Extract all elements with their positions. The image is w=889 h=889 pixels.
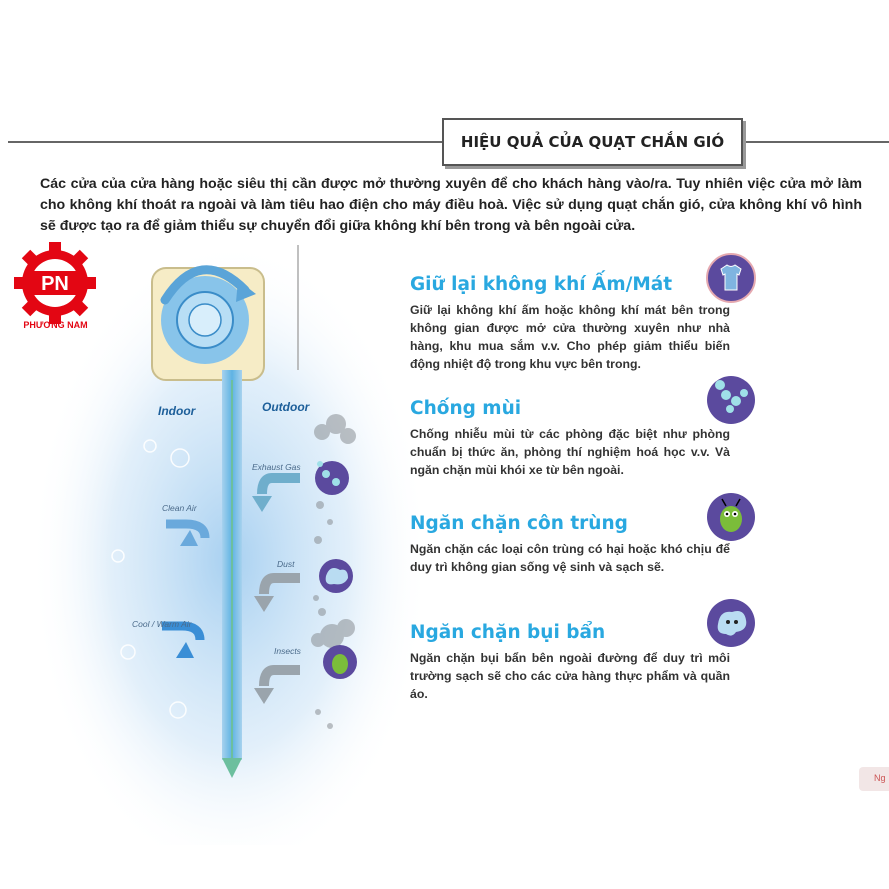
insects-label: Insects [274,646,301,656]
feature-title: Ngăn chặn côn trùng [410,513,628,534]
molecule-icon [706,375,756,425]
exhaust-gas-label: Exhaust Gas [252,462,301,472]
intro-paragraph: Các cửa của cửa hàng hoặc siêu thị cần được mở thường xuyên để cho khách hàng vào/ra. Tuy nhiên việc cửa mở làm cho không khí thoát ra ngoài và làm tiêu hao điện cho máy điều hoà. Việc sử dụng quạt chắn gió, cửa không khí vô hình sẽ được tạo ra để giảm thiểu sự chuyển đổi giữa không khí bên trong và bên ngoài cửa. [40,176,862,234]
feature-title: Ngăn chặn bụi bẩn [410,622,606,643]
feature-anti-odor [410,398,730,479]
logo-name: PHƯƠNG NAM [23,320,88,330]
feature-text: Chống nhiễu mùi từ các phòng đặc biệt như phòng chuẩn bị thức ăn, phòng thí nghiệm hoá học v.v. Và ngăn chặn mùi khói xe từ bên ngoài. [410,427,730,477]
side-tab[interactable]: Ng [859,767,889,791]
feature-anti-insect [410,513,730,576]
logo-initials: PN [41,273,69,295]
feature-text: Giữ lại không khí ấm hoặc không khí mát bên trong không gian được mở cửa thường xuyên như nhà hàng, khu mua sắm v.v. Cho phép giảm thiểu biến động nhiệt độ trong khu vực bên trong. [410,303,730,371]
bug-icon [706,492,756,542]
feature-text: Ngăn chặn các loại côn trùng có hại hoặc khó chịu để duy trì không gian sống vệ sinh và sạch sẽ. [410,542,730,574]
page-title: HIỆU QUẢ CỦA QUẠT CHẮN GIÓ [442,118,743,166]
feature-title: Chống mùi [410,398,522,419]
shirt-icon [706,253,756,303]
feature-text: Ngăn chặn bụi bẩn bên ngoài đường để duy trì môi trường sạch sẽ cho các cửa hàng thực phẩm và quần áo. [410,651,730,701]
dust-label: Dust [277,559,295,569]
indoor-label: Indoor [158,404,196,418]
feature-keep-air [410,274,730,373]
cool-warm-air-label: Cool / Warm Air [132,619,192,629]
clean-air-label: Clean Air [162,503,197,513]
dust-icon [706,598,756,648]
outdoor-label: Outdoor [262,400,310,414]
air-curtain-diagram [0,245,420,845]
feature-title: Giữ lại không khí Ấm/Mát [410,274,673,295]
feature-anti-dust [410,622,730,703]
